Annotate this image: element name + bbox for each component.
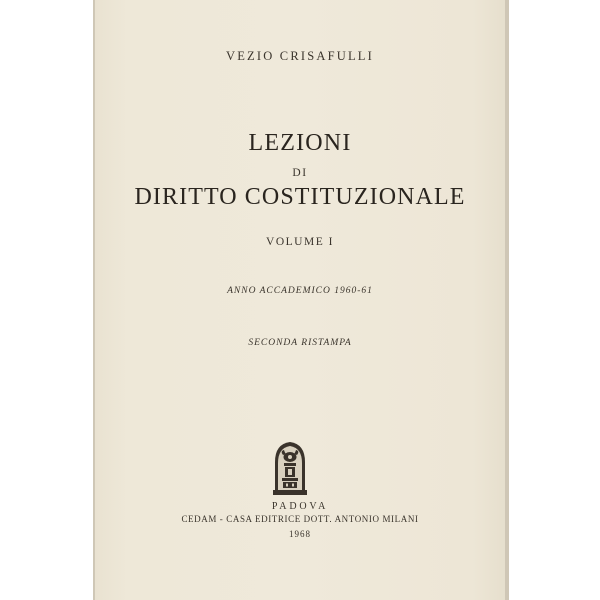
academic-year: ANNO ACCADEMICO 1960-61 (227, 286, 373, 296)
publisher-city: PADOVA (271, 501, 329, 512)
publication-year: 1968 (289, 529, 311, 539)
title-line-2: DIRITTO COSTITUZIONALE (134, 184, 466, 210)
publisher-emblem-icon (272, 440, 308, 496)
title-line-1: LEZIONI (248, 130, 352, 156)
title-connector: DI (292, 167, 308, 179)
author-name: VEZIO CRISAFULLI (225, 49, 375, 63)
reprint-note: SECONDA RISTAMPA (248, 338, 352, 348)
title-page (95, 0, 505, 600)
publisher-name: CEDAM - CASA EDITRICE DOTT. ANTONIO MILANI (181, 514, 419, 524)
volume-label: VOLUME I (266, 236, 334, 248)
